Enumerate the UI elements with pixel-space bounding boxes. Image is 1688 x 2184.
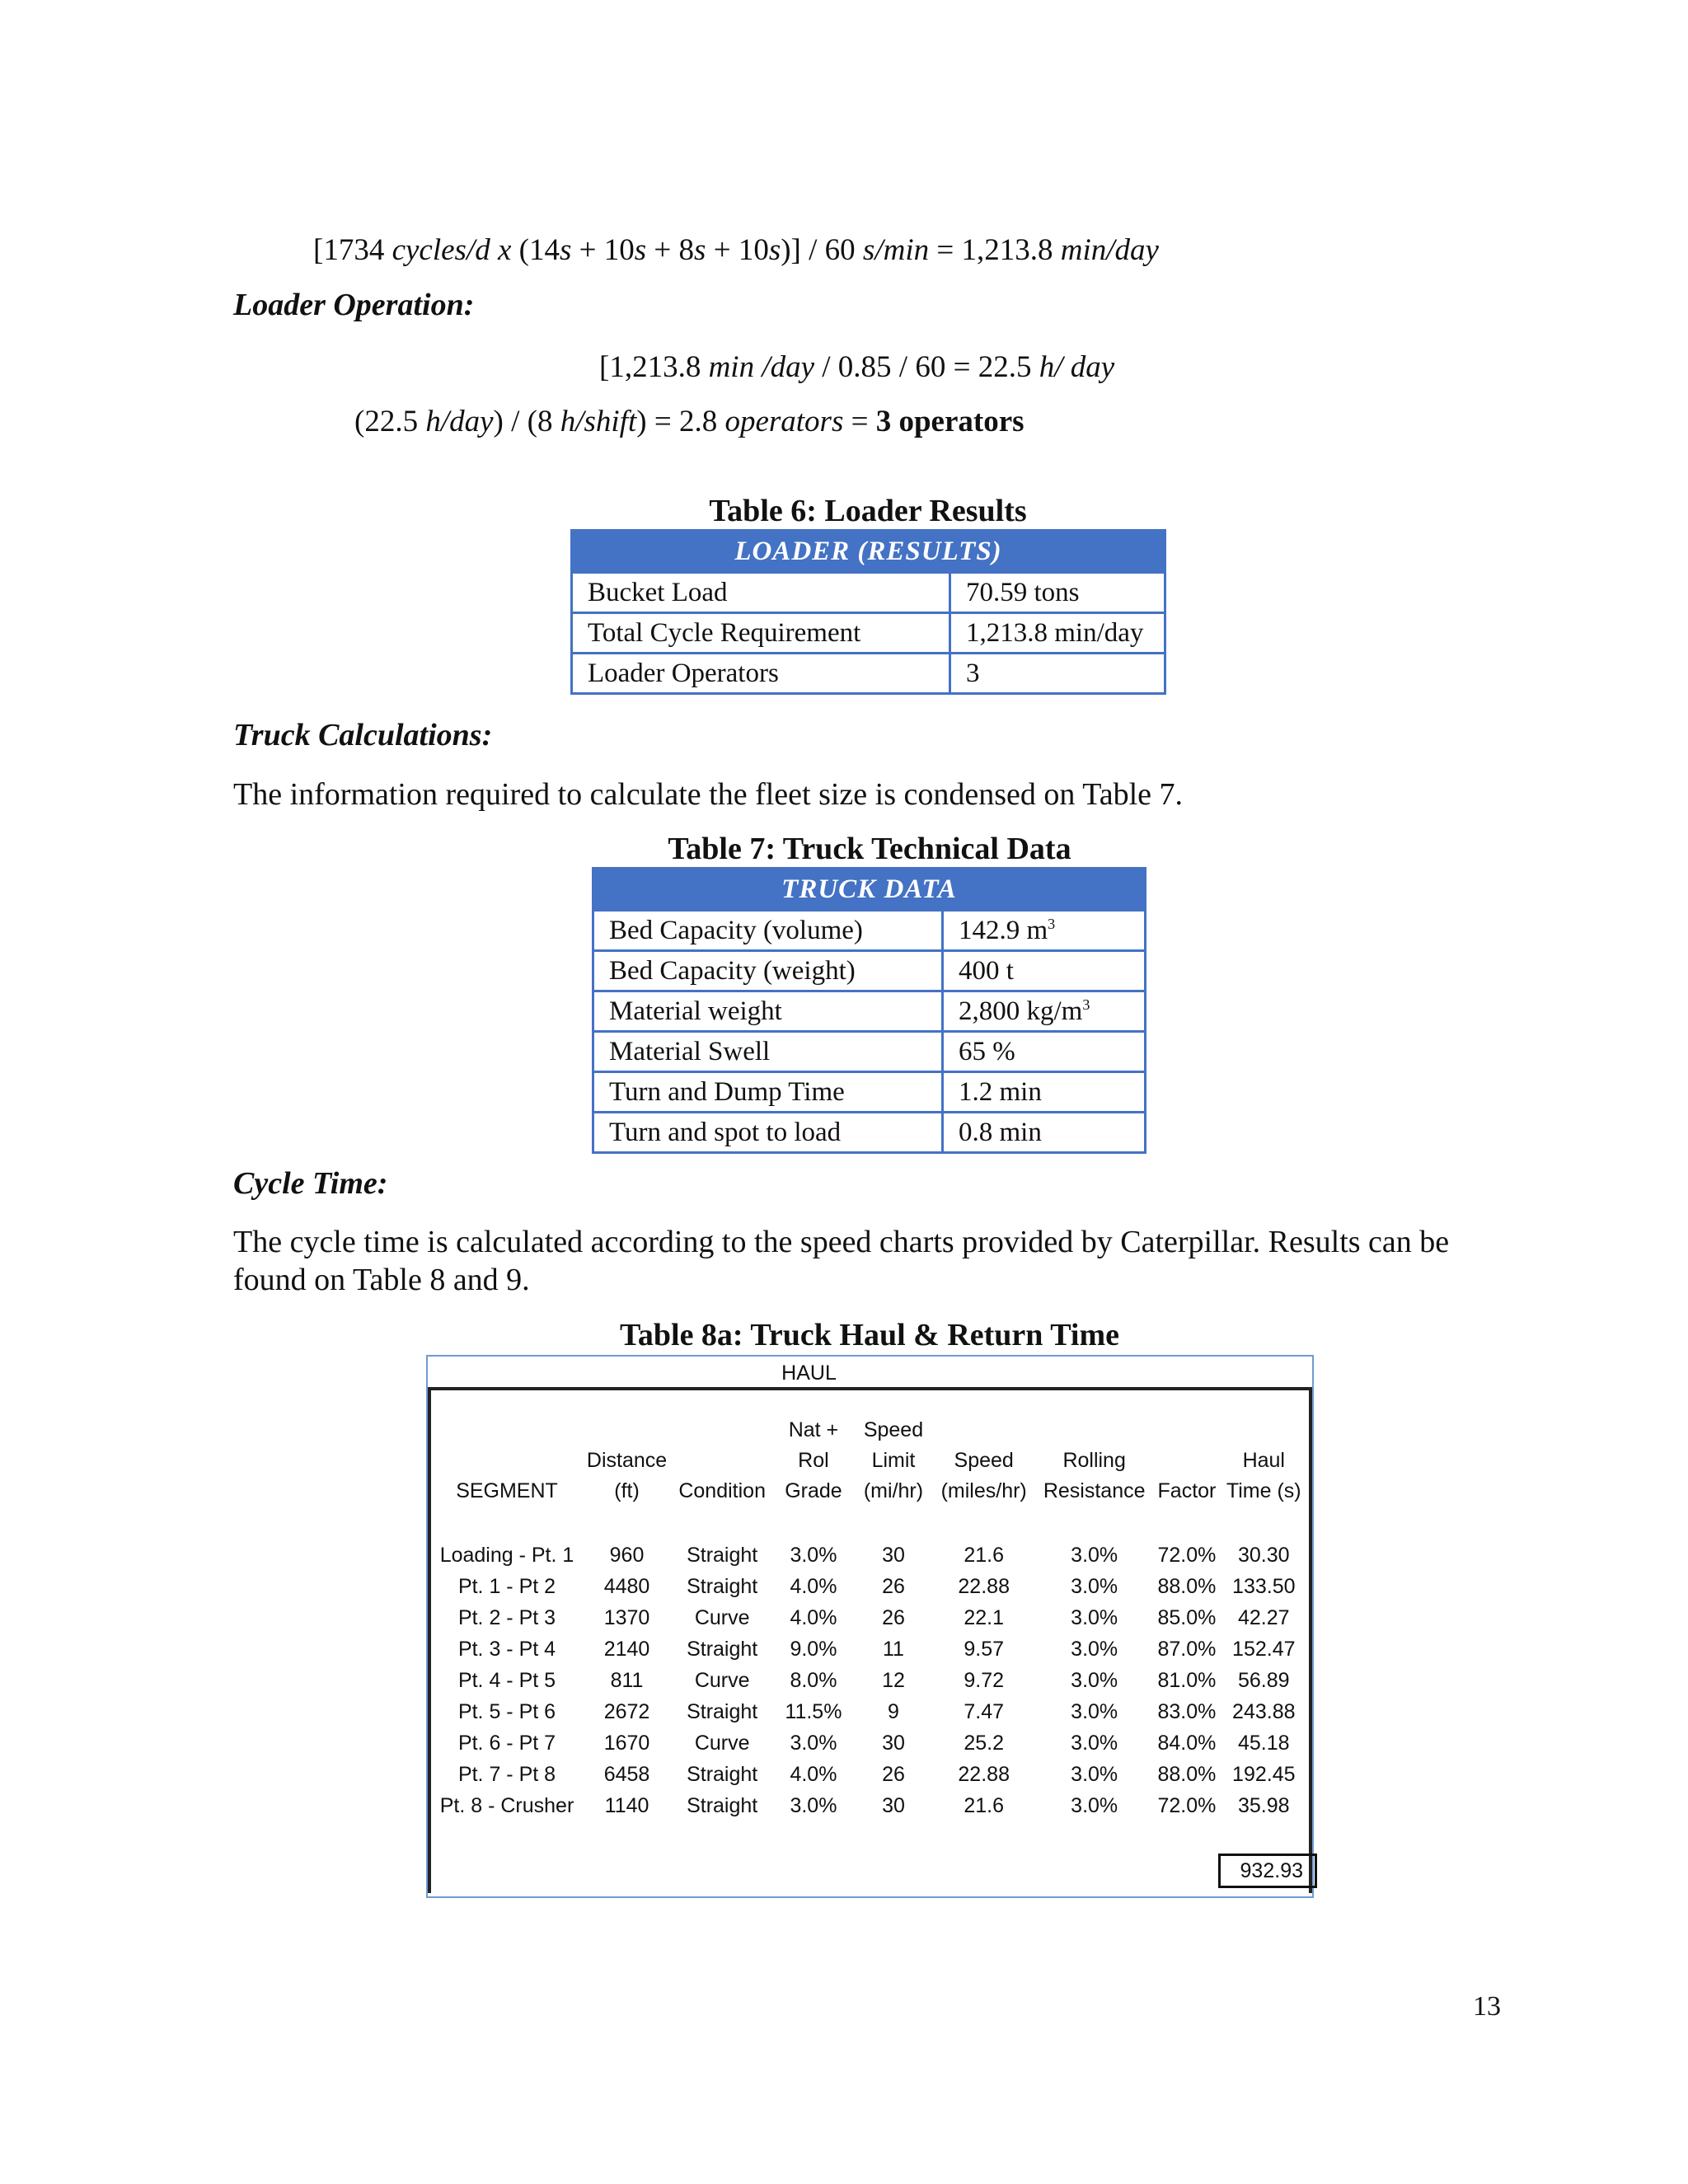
cell-segment: Pt. 4 - Pt 5	[457, 1668, 556, 1692]
table-cell-value: 400 t	[943, 951, 1146, 991]
cell-speed: 22.1	[964, 1605, 1005, 1629]
cell-speed: 9.57	[964, 1637, 1005, 1661]
cell-segment: Pt. 5 - Pt 6	[457, 1699, 556, 1723]
cell-speed-limit: 30	[882, 1793, 905, 1817]
table-cell-label: Bed Capacity (volume)	[593, 911, 943, 951]
table-row	[433, 1540, 1306, 1571]
cell-speed-limit: 30	[882, 1543, 905, 1567]
cell-grade: 4.0%	[790, 1762, 837, 1786]
cell-haul-time: 133.50	[1232, 1574, 1296, 1598]
paragraph-fleet-info: The information required to calculate the fleet size is condensed on Table 7.	[233, 777, 1184, 812]
heading-loader-operation: Loader Operation:	[233, 288, 475, 322]
cell-condition: Straight	[687, 1574, 758, 1598]
header-speed: Speed (miles/hr)	[940, 1449, 1027, 1502]
table-row	[433, 1727, 1306, 1759]
cell-condition: Straight	[687, 1793, 758, 1817]
table8a-box	[428, 1387, 1312, 1893]
cell-speed-limit: 11	[883, 1637, 904, 1661]
table-row	[572, 654, 1165, 694]
cell-rolling-resistance: 3.0%	[1071, 1793, 1118, 1817]
cell-factor: 81.0%	[1157, 1668, 1217, 1692]
cell-distance: 1140	[604, 1793, 649, 1817]
table6-header: LOADER (RESULTS)	[572, 531, 1165, 573]
equation-cycle-time: [1734 cycles/d x (14s + 10s + 8s + 10s)] / 60 s/min = 1,213.8 min/day	[313, 233, 1159, 267]
cell-haul-time: 45.18	[1238, 1731, 1290, 1755]
table-cell-value: 3	[950, 654, 1165, 694]
table-cell-label: Turn and Dump Time	[593, 1072, 943, 1113]
cell-distance: 1670	[603, 1731, 650, 1755]
table-row	[433, 1602, 1306, 1633]
cell-segment: Pt. 1 - Pt 2	[457, 1574, 556, 1598]
cell-grade: 3.0%	[790, 1793, 837, 1817]
table-cell-value: 65 %	[943, 1032, 1146, 1072]
cell-speed: 21.6	[964, 1543, 1005, 1567]
table-row	[433, 1571, 1306, 1602]
table-row	[593, 1032, 1146, 1072]
table8a-haul-table	[433, 1415, 1306, 1821]
cell-segment: Pt. 3 - Pt 4	[457, 1637, 556, 1661]
cell-grade: 9.0%	[790, 1637, 837, 1661]
cell-condition: Straight	[687, 1543, 758, 1567]
cell-segment: Pt. 7 - Pt 8	[457, 1762, 556, 1786]
cell-condition: Curve	[694, 1605, 750, 1629]
cell-speed-limit: 9	[888, 1699, 899, 1723]
table-header-row	[433, 1415, 1306, 1507]
cell-speed: 25.2	[964, 1731, 1005, 1755]
cell-distance: 960	[609, 1543, 645, 1567]
table-row	[593, 991, 1146, 1032]
header-rolling-resistance: Rolling Resistance	[1043, 1449, 1146, 1502]
cell-haul-time: 35.98	[1238, 1793, 1290, 1817]
cell-speed-limit: 30	[882, 1731, 905, 1755]
table-cell-label: Material weight	[593, 991, 943, 1032]
cell-condition: Straight	[687, 1637, 758, 1661]
header-haul-time: Haul Time (s)	[1226, 1449, 1301, 1502]
cell-speed: 22.88	[958, 1762, 1010, 1786]
cell-haul-time: 30.30	[1238, 1543, 1290, 1567]
cell-factor: 72.0%	[1157, 1543, 1217, 1567]
table-row	[593, 911, 1146, 951]
table-cell-label: Loader Operators	[572, 654, 950, 694]
table-cell-label: Material Swell	[593, 1032, 943, 1072]
table-cell-label: Bucket Load	[572, 573, 950, 613]
cell-factor: 84.0%	[1157, 1731, 1217, 1755]
table-row	[433, 1696, 1306, 1727]
cell-rolling-resistance: 3.0%	[1071, 1731, 1118, 1755]
table-cell-label: Bed Capacity (weight)	[593, 951, 943, 991]
header-distance: Distance (ft)	[586, 1449, 668, 1502]
table-cell-value: 0.8 min	[943, 1113, 1146, 1153]
cell-segment: Pt. 6 - Pt 7	[457, 1731, 556, 1755]
table-cell-label: Total Cycle Requirement	[572, 613, 950, 654]
cell-rolling-resistance: 3.0%	[1071, 1668, 1118, 1692]
heading-truck-calculations: Truck Calculations:	[233, 718, 493, 752]
cell-speed-limit: 26	[882, 1762, 905, 1786]
header-grade: Nat + Rol Grade	[785, 1418, 842, 1502]
cell-grade: 4.0%	[790, 1605, 837, 1629]
cell-factor: 85.0%	[1157, 1605, 1217, 1629]
cell-grade: 11.5%	[785, 1699, 842, 1723]
table-cell-value: 1.2 min	[943, 1072, 1146, 1113]
heading-cycle-time: Cycle Time:	[233, 1166, 388, 1201]
table-cell-value: 70.59 tons	[950, 573, 1165, 613]
cell-factor: 88.0%	[1157, 1762, 1217, 1786]
cell-rolling-resistance: 3.0%	[1071, 1762, 1118, 1786]
cell-speed: 9.72	[964, 1668, 1005, 1692]
table8a-frame	[426, 1355, 1314, 1898]
cell-grade: 4.0%	[790, 1574, 837, 1598]
cell-factor: 88.0%	[1157, 1574, 1217, 1598]
cell-distance: 811	[610, 1668, 644, 1692]
cell-segment: Loading - Pt. 1	[439, 1543, 574, 1567]
cell-condition: Curve	[694, 1731, 750, 1755]
table7-header: TRUCK DATA	[593, 869, 1146, 911]
cell-haul-time: 243.88	[1232, 1699, 1296, 1723]
cell-factor: 83.0%	[1157, 1699, 1217, 1723]
cell-grade: 3.0%	[790, 1543, 837, 1567]
cell-haul-time: 42.27	[1238, 1605, 1290, 1629]
cell-grade: 8.0%	[790, 1668, 837, 1692]
cell-condition: Straight	[687, 1762, 758, 1786]
cell-speed: 22.88	[958, 1574, 1010, 1598]
cell-rolling-resistance: 3.0%	[1071, 1543, 1118, 1567]
table-cell-value: 2,800 $kg/m^3$	[943, 991, 1146, 1032]
page-number: 13	[1473, 1991, 1501, 2022]
header-condition: Condition	[678, 1479, 766, 1502]
table-row	[433, 1790, 1306, 1821]
table-cell-value: 142.9 $m^3$	[943, 911, 1146, 951]
haul-time-total: 932.93	[1218, 1854, 1317, 1888]
cell-distance: 1370	[603, 1605, 650, 1629]
header-segment: SEGMENT	[456, 1479, 558, 1502]
table8a-title: HAUL	[781, 1361, 837, 1385]
cell-speed-limit: 26	[882, 1605, 905, 1629]
table8a-caption: Table 8a: Truck Haul & Return Time	[620, 1318, 1119, 1352]
cell-segment: Pt. 8 - Crusher	[439, 1793, 574, 1817]
header-speed-limit: Speed Limit (mi/hr)	[863, 1418, 924, 1502]
cell-rolling-resistance: 3.0%	[1071, 1637, 1118, 1661]
cell-speed-limit: 26	[882, 1574, 905, 1598]
table7-caption: Table 7: Truck Technical Data	[668, 832, 1071, 866]
equation-operators: (22.5 h/day) / (8 h/shift) = 2.8 operators = 3 operators	[354, 405, 1025, 438]
cell-speed-limit: 12	[882, 1668, 905, 1692]
cell-haul-time: 56.89	[1238, 1668, 1290, 1692]
cell-rolling-resistance: 3.0%	[1071, 1574, 1118, 1598]
cell-distance: 4480	[603, 1574, 650, 1598]
table-cell-value: 1,213.8 min/day	[950, 613, 1165, 654]
cell-rolling-resistance: 3.0%	[1071, 1605, 1118, 1629]
cell-distance: 2140	[603, 1637, 650, 1661]
cell-condition: Curve	[694, 1668, 750, 1692]
table-row	[433, 1665, 1306, 1696]
cell-haul-time: 192.45	[1232, 1762, 1296, 1786]
cell-grade: 3.0%	[790, 1731, 837, 1755]
table-row	[433, 1759, 1306, 1790]
cell-speed: 21.6	[964, 1793, 1005, 1817]
cell-factor: 87.0%	[1157, 1637, 1217, 1661]
table6-loader-results	[570, 529, 1166, 695]
cell-rolling-resistance: 3.0%	[1071, 1699, 1118, 1723]
table-row	[593, 1113, 1146, 1153]
table6-caption: Table 6: Loader Results	[709, 494, 1027, 528]
paragraph-cycle-info: The cycle time is calculated according to the speed charts provided by Caterpillar. Results can be found on Table 8 and 9.	[233, 1225, 1450, 1297]
table-cell-label: Turn and spot to load	[593, 1113, 943, 1153]
table-row	[572, 573, 1165, 613]
table-row	[572, 613, 1165, 654]
cell-segment: Pt. 2 - Pt 3	[457, 1605, 556, 1629]
cell-distance: 6458	[603, 1762, 650, 1786]
cell-condition: Straight	[687, 1699, 758, 1723]
table-row	[433, 1633, 1306, 1665]
cell-distance: 2672	[603, 1699, 650, 1723]
table7-truck-data	[592, 867, 1146, 1154]
cell-haul-time: 152.47	[1232, 1637, 1296, 1661]
table-row	[593, 1072, 1146, 1113]
cell-factor: 72.0%	[1157, 1793, 1217, 1817]
header-factor: Factor	[1157, 1479, 1217, 1502]
cell-speed: 7.47	[964, 1699, 1005, 1723]
equation-loader-hours: [1,213.8 min /day / 0.85 / 60 = 22.5 h/ day	[599, 350, 1115, 384]
table-row	[593, 951, 1146, 991]
